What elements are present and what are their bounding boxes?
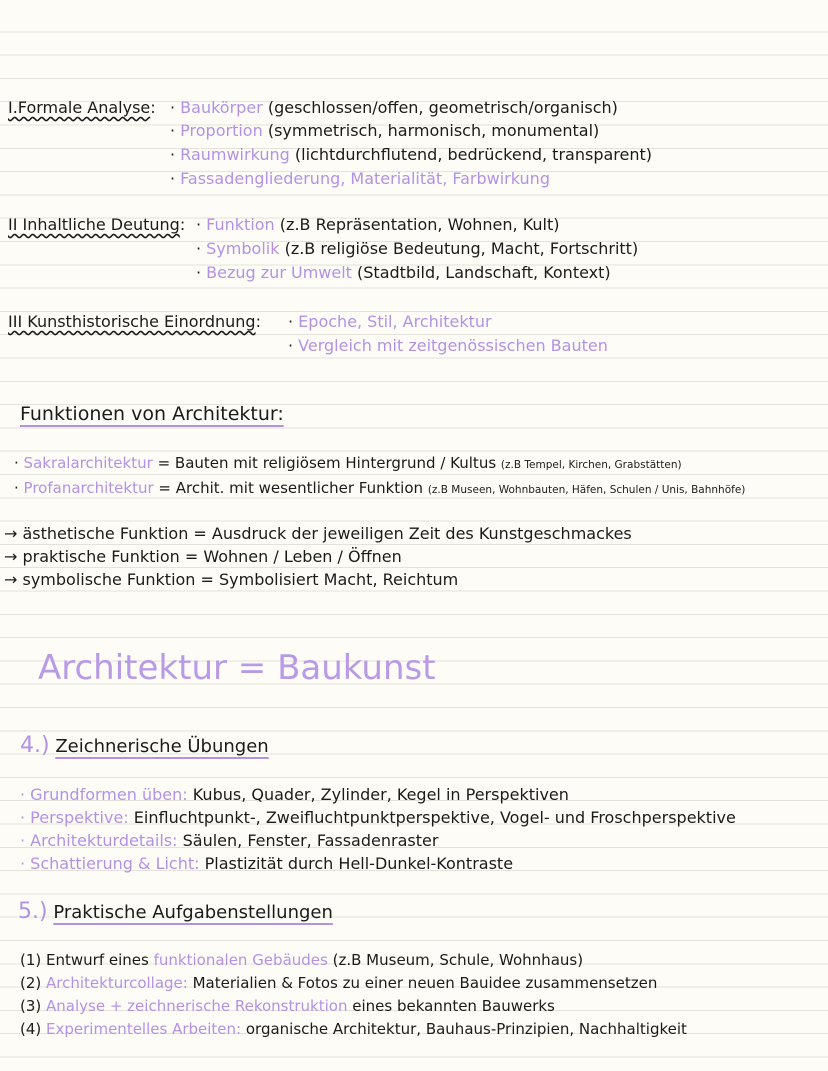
section1-item-1: · Baukörper (geschlossen/offen, geometrisch/organisch) (170, 98, 618, 117)
section1-item-2: · Proportion (symmetrisch, harmonisch, monumental) (170, 121, 600, 140)
section1-item-3: · Raumwirkung (lichtdurchflutend, bedrückend, transparent) (170, 145, 652, 164)
section4-heading: 4.) Zeichnerische Übungen (20, 733, 269, 758)
profan-line: · Profanarchitektur = Archit. mit wesentlicher Funktion (z.B Museen, Wohnbauten, Häfen, Schulen / Unis, Bahnhöfe) (14, 479, 746, 497)
section1-heading: I.Formale Analyse: (8, 98, 156, 117)
funktionen-heading: Funktionen von Architektur: (20, 403, 284, 425)
section5-item-1: (1) Entwurf eines funktionalen Gebäudes (z.B Museum, Schule, Wohnhaus) (20, 951, 584, 969)
section5-item-4: (4) Experimentelles Arbeiten: organische Architektur, Bauhaus-Prinzipien, Nachhaltigkeit (20, 1020, 687, 1038)
arrow-line-aesthetic: → ästhetische Funktion = Ausdruck der jeweiligen Zeit des Kunstgeschmackes (4, 524, 632, 543)
section2-heading: II Inhaltliche Deutung: (8, 215, 186, 234)
section4-item-1: · Grundformen üben: Kubus, Quader, Zylinder, Kegel in Perspektiven (20, 785, 569, 804)
big-title: Architektur = Baukunst (38, 648, 436, 688)
arrow-line-symbolic: → symbolische Funktion = Symbolisiert Macht, Reichtum (4, 570, 459, 589)
section1-item-4: · Fassadengliederung, Materialität, Farbwirkung (170, 169, 550, 188)
section2-item-1: · Funktion (z.B Repräsentation, Wohnen, Kult) (196, 215, 560, 234)
section2-item-3: · Bezug zur Umwelt (Stadtbild, Landschaft, Kontext) (196, 263, 611, 282)
section3-item-2: · Vergleich mit zeitgenössischen Bauten (288, 336, 608, 355)
section4-item-2: · Perspektive: Einfluchtpunkt-, Zweifluchtpunktperspektive, Vogel- und Froschperspektive (20, 808, 736, 827)
arrow-line-practical: → praktische Funktion = Wohnen / Leben / Öffnen (4, 547, 402, 566)
section5-item-2: (2) Architekturcollage: Materialien & Fotos zu einer neuen Bauidee zusammensetzen (20, 974, 658, 992)
section5-heading: 5.) Praktische Aufgabenstellungen (18, 899, 333, 924)
sakral-line: · Sakralarchitektur = Bauten mit religiösem Hintergrund / Kultus (z.B Tempel, Kirchen, Grabstätten) (14, 454, 682, 472)
section3-heading: III Kunsthistorische Einordnung: (8, 312, 261, 331)
section2-item-2: · Symbolik (z.B religiöse Bedeutung, Macht, Fortschritt) (196, 239, 639, 258)
section3-item-1: · Epoche, Stil, Architektur (288, 312, 492, 331)
section5-item-3: (3) Analyse + zeichnerische Rekonstruktion eines bekannten Bauwerks (20, 997, 555, 1015)
section4-item-3: · Architekturdetails: Säulen, Fenster, Fassadenraster (20, 831, 439, 850)
section4-item-4: · Schattierung & Licht: Plastizität durch Hell-Dunkel-Kontraste (20, 854, 514, 873)
